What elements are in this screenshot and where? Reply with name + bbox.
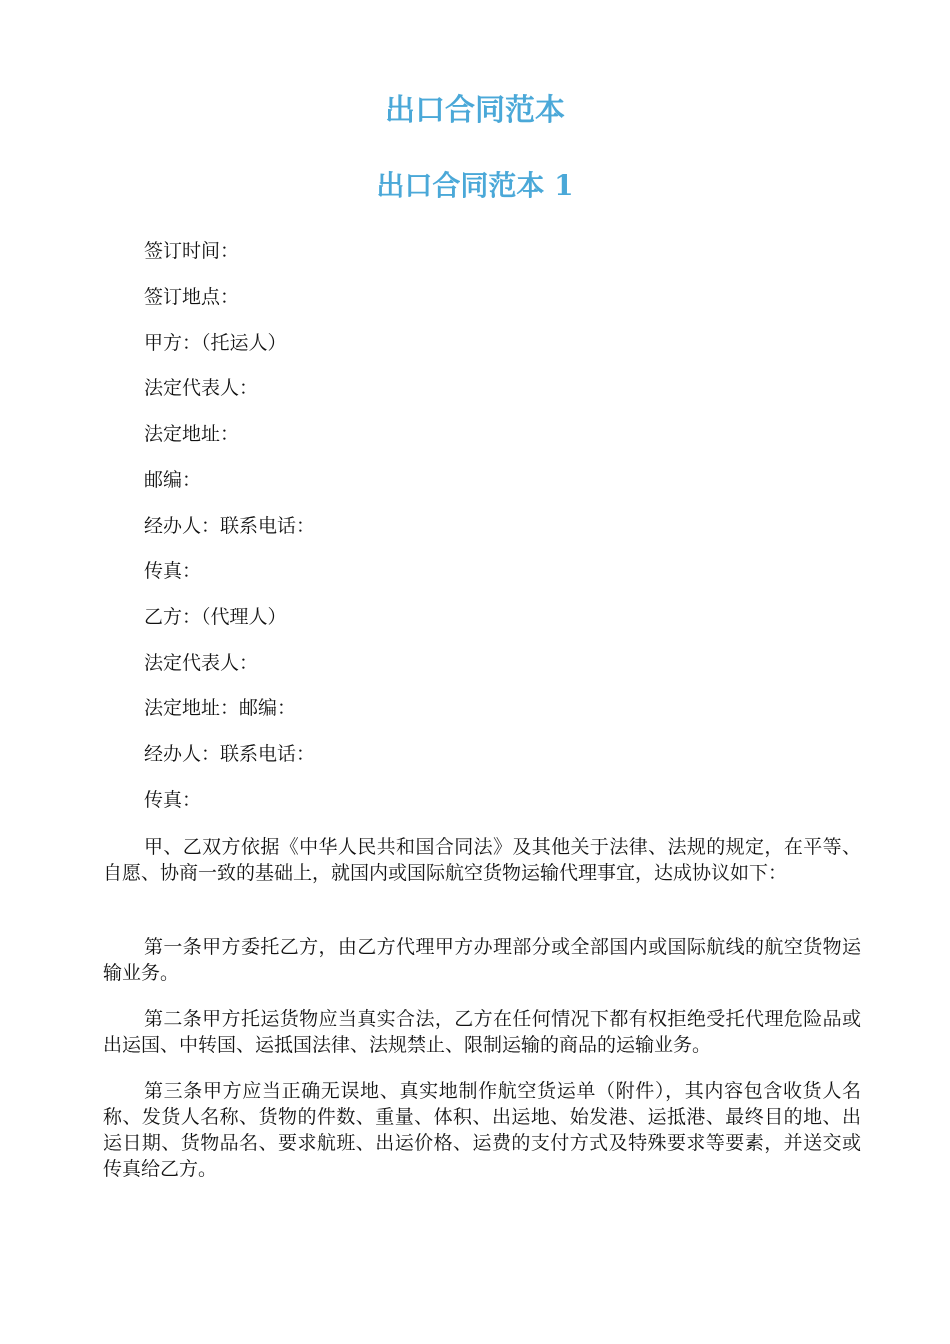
document-title: 出口合同范本 (385, 93, 565, 128)
field-party-a: 甲方：（托运人） (144, 332, 287, 354)
field-party-b-legal-rep: 法定代表人： (144, 652, 259, 674)
paragraph-article-1: 第一条甲方委托乙方，由乙方代理甲方办理部分或全部国内或国际航线的航空货物运输业务。 (103, 936, 861, 984)
field-party-a-legal-address: 法定地址： (144, 423, 240, 445)
field-sign-place: 签订地点： (144, 286, 240, 308)
field-party-a-legal-rep: 法定代表人： (144, 377, 259, 399)
field-party-b-fax: 传真： (144, 789, 202, 811)
paragraph-preamble: 甲、乙双方依据《中华人民共和国合同法》及其他关于法律、法规的规定，在平等、自愿、协商一致的基础上，就国内或国际航空货物运输代理事宜，达成协议如下： (103, 836, 861, 884)
field-party-b-address-postcode: 法定地址：邮编： (144, 697, 297, 719)
field-party-a-fax: 传真： (144, 560, 202, 582)
field-party-b: 乙方：（代理人） (144, 606, 287, 628)
paragraph-article-2: 第二条甲方托运货物应当真实合法，乙方在任何情况下都有权拒绝受托代理危险品或出运国、中转国、运抵国法律、法规禁止、限制运输的商品的运输业务。 (103, 1008, 861, 1056)
field-party-a-agent-phone: 经办人：联系电话： (144, 515, 316, 537)
document-subtitle: 出口合同范本 1 (376, 169, 574, 202)
field-party-b-agent-phone: 经办人：联系电话： (144, 743, 316, 765)
field-party-a-postcode: 邮编： (144, 469, 202, 491)
paragraph-article-3: 第三条甲方应当正确无误地、真实地制作航空货运单（附件），其内容包含收货人名称、发货人名称、货物的件数、重量、体积、出运地、始发港、运抵港、最终目的地、出运日期、货物品名、要求航班、出运价格、运费的支付方式及特殊要求等要素，并送交或传真给乙方。 (103, 1080, 861, 1180)
field-sign-time: 签订时间： (144, 240, 240, 262)
